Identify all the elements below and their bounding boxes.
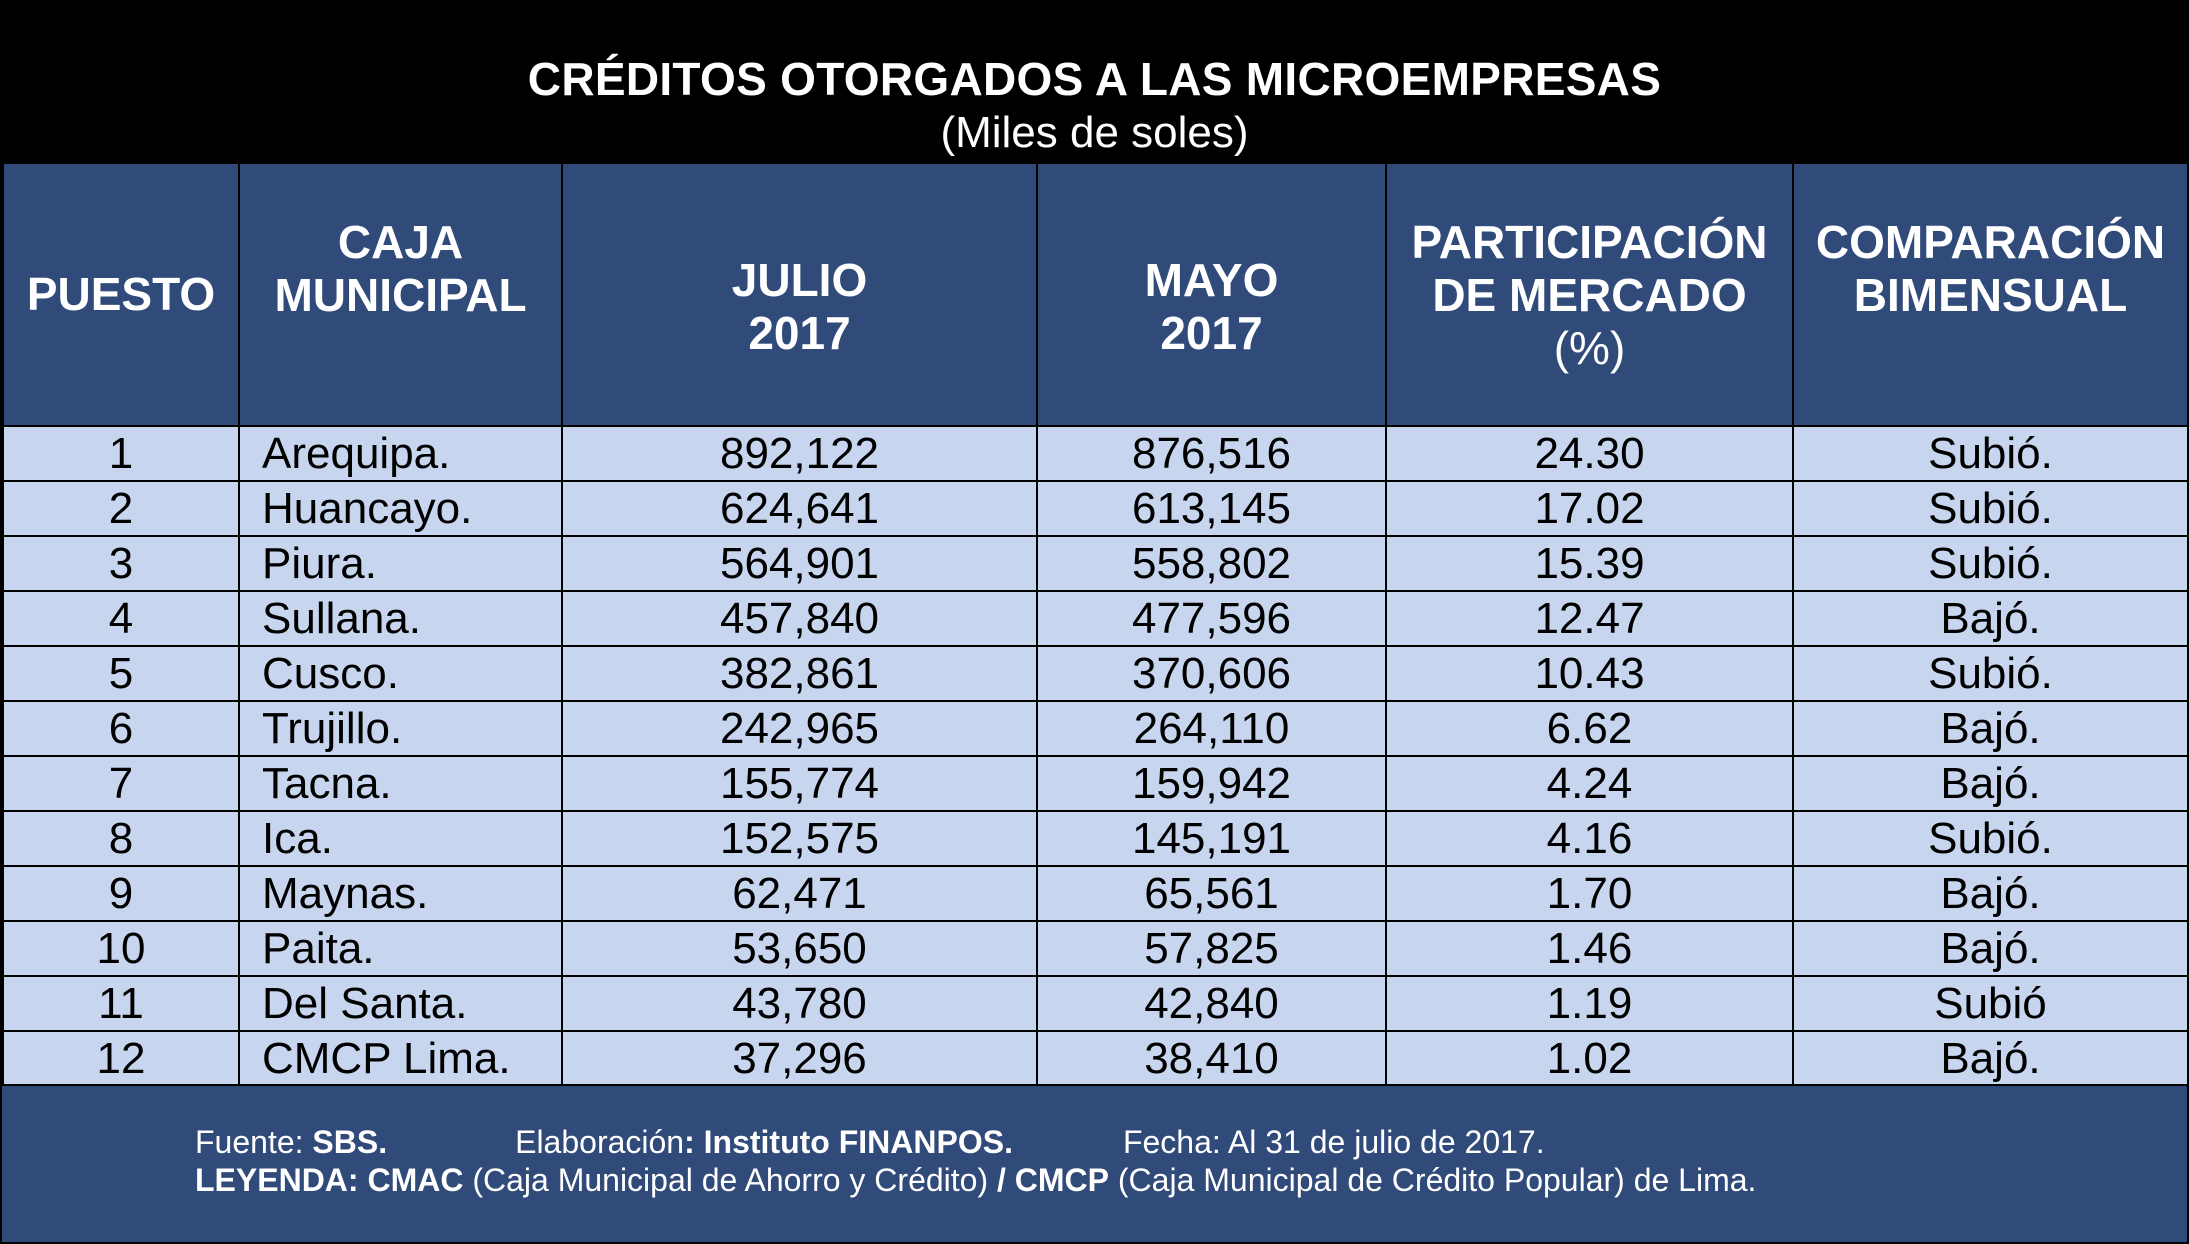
- table-row: [3, 976, 2188, 1031]
- footer-fecha: Fecha: Al 31 de julio de 2017.: [1122, 1124, 1545, 1160]
- header-participacion: [1386, 163, 1793, 426]
- header-julio: [562, 163, 1037, 426]
- cell-comparacion: Subió.: [1793, 811, 2188, 866]
- table-row: [3, 811, 2188, 866]
- cell-participacion: 17.02: [1386, 481, 1793, 536]
- cell-julio: 53,650: [562, 921, 1037, 976]
- cell-puesto: 1: [3, 426, 239, 481]
- cell-caja: Piura.: [239, 536, 562, 591]
- cell-caja: Trujillo.: [239, 701, 562, 756]
- cell-puesto: 7: [3, 756, 239, 811]
- footer-elaboracion-value: : Instituto FINANPOS.: [684, 1124, 1013, 1160]
- cell-caja: CMCP Lima.: [239, 1031, 562, 1086]
- cell-puesto: 11: [3, 976, 239, 1031]
- cell-julio: 152,575: [562, 811, 1037, 866]
- header-puesto: [3, 163, 239, 426]
- cell-participacion: 1.70: [1386, 866, 1793, 921]
- cell-participacion: 6.62: [1386, 701, 1793, 756]
- cell-caja: Del Santa.: [239, 976, 562, 1031]
- cell-julio: 43,780: [562, 976, 1037, 1031]
- cell-mayo: 65,561: [1037, 866, 1386, 921]
- cell-mayo: 264,110: [1037, 701, 1386, 756]
- cell-puesto: 5: [3, 646, 239, 701]
- header-comparacion: [1793, 163, 2188, 426]
- cell-comparacion: Subió.: [1793, 646, 2188, 701]
- cell-participacion: 1.46: [1386, 921, 1793, 976]
- table-row: [3, 701, 2188, 756]
- credits-table: [2, 162, 2189, 1087]
- table-row: [3, 866, 2188, 921]
- cell-julio: 382,861: [562, 646, 1037, 701]
- cell-julio: 624,641: [562, 481, 1037, 536]
- table-row: [3, 921, 2188, 976]
- cell-participacion: 24.30: [1386, 426, 1793, 481]
- cell-participacion: 1.19: [1386, 976, 1793, 1031]
- cell-comparacion: Bajó.: [1793, 1031, 2188, 1086]
- cell-mayo: 477,596: [1037, 591, 1386, 646]
- cell-caja: Sullana.: [239, 591, 562, 646]
- cell-comparacion: Bajó.: [1793, 921, 2188, 976]
- cell-julio: 37,296: [562, 1031, 1037, 1086]
- header-participacion-line3: (%): [1553, 322, 1626, 374]
- header-caja-line1: CAJA: [337, 216, 464, 268]
- footer-leyenda-cmac: (Caja Municipal de Ahorro y Crédito): [463, 1162, 997, 1198]
- footer-fuente-value: SBS.: [312, 1124, 388, 1160]
- cell-julio: 62,471: [562, 866, 1037, 921]
- footer-leyenda-label: LEYENDA: CMAC: [195, 1162, 464, 1198]
- page-subtitle: (Miles de soles): [940, 108, 1249, 157]
- header-puesto-label: PUESTO: [26, 268, 216, 320]
- cell-mayo: 42,840: [1037, 976, 1386, 1031]
- cell-participacion: 10.43: [1386, 646, 1793, 701]
- cell-puesto: 4: [3, 591, 239, 646]
- cell-participacion: 1.02: [1386, 1031, 1793, 1086]
- cell-mayo: 876,516: [1037, 426, 1386, 481]
- page-title: CRÉDITOS OTORGADOS A LAS MICROEMPRESAS: [527, 53, 1662, 105]
- cell-caja: Paita.: [239, 921, 562, 976]
- cell-comparacion: Bajó.: [1793, 701, 2188, 756]
- cell-caja: Arequipa.: [239, 426, 562, 481]
- table-row: [3, 646, 2188, 701]
- title-block: [0, 0, 2189, 162]
- table-row: [3, 481, 2188, 536]
- cell-caja: Tacna.: [239, 756, 562, 811]
- footer-leyenda-separator: / CMCP: [997, 1162, 1109, 1198]
- footer-fuente-label: Fuente:: [195, 1124, 313, 1160]
- cell-julio: 242,965: [562, 701, 1037, 756]
- table-row: [3, 1031, 2188, 1086]
- cell-participacion: 12.47: [1386, 591, 1793, 646]
- table-row: [3, 756, 2188, 811]
- cell-mayo: 370,606: [1037, 646, 1386, 701]
- cell-julio: 457,840: [562, 591, 1037, 646]
- cell-comparacion: Subió.: [1793, 536, 2188, 591]
- cell-puesto: 2: [3, 481, 239, 536]
- cell-mayo: 558,802: [1037, 536, 1386, 591]
- cell-mayo: 57,825: [1037, 921, 1386, 976]
- cell-puesto: 12: [3, 1031, 239, 1086]
- cell-mayo: 159,942: [1037, 756, 1386, 811]
- table-row: [3, 591, 2188, 646]
- cell-puesto: 3: [3, 536, 239, 591]
- footer-source-line: [195, 1124, 1545, 1161]
- table-row: [3, 536, 2188, 591]
- header-caja: [239, 163, 562, 426]
- cell-comparacion: Bajó.: [1793, 866, 2188, 921]
- header-participacion-line1: PARTICIPACIÓN: [1411, 216, 1768, 268]
- cell-comparacion: Subió.: [1793, 426, 2188, 481]
- cell-mayo: 145,191: [1037, 811, 1386, 866]
- footer-legend-line: [195, 1162, 1756, 1199]
- header-mayo-line1: MAYO: [1144, 254, 1279, 306]
- cell-comparacion: Subió: [1793, 976, 2188, 1031]
- header-comparacion-line2: BIMENSUAL: [1853, 269, 2128, 321]
- cell-puesto: 9: [3, 866, 239, 921]
- header-row: [3, 163, 2188, 426]
- footer-leyenda-cmcp: (Caja Municipal de Crédito Popular) de Lima.: [1109, 1162, 1757, 1198]
- cell-participacion: 15.39: [1386, 536, 1793, 591]
- header-julio-line1: JULIO: [731, 254, 868, 306]
- header-mayo: [1037, 163, 1386, 426]
- header-caja-line2: MUNICIPAL: [274, 269, 527, 321]
- cell-puesto: 6: [3, 701, 239, 756]
- cell-julio: 155,774: [562, 756, 1037, 811]
- cell-caja: Ica.: [239, 811, 562, 866]
- cell-julio: 564,901: [562, 536, 1037, 591]
- header-mayo-line2: 2017: [1160, 307, 1263, 359]
- cell-julio: 892,122: [562, 426, 1037, 481]
- header-participacion-line2: DE MERCADO: [1432, 269, 1747, 321]
- cell-comparacion: Bajó.: [1793, 756, 2188, 811]
- cell-mayo: 38,410: [1037, 1031, 1386, 1086]
- footer-elaboracion-label: Elaboración: [515, 1124, 685, 1160]
- cell-comparacion: Bajó.: [1793, 591, 2188, 646]
- header-comparacion-line1: COMPARACIÓN: [1815, 216, 2166, 268]
- cell-puesto: 8: [3, 811, 239, 866]
- table-row: [3, 426, 2188, 481]
- cell-participacion: 4.24: [1386, 756, 1793, 811]
- cell-caja: Maynas.: [239, 866, 562, 921]
- cell-participacion: 4.16: [1386, 811, 1793, 866]
- cell-comparacion: Subió.: [1793, 481, 2188, 536]
- cell-mayo: 613,145: [1037, 481, 1386, 536]
- table-footer: [2, 1084, 2187, 1242]
- cell-caja: Cusco.: [239, 646, 562, 701]
- cell-caja: Huancayo.: [239, 481, 562, 536]
- header-julio-line2: 2017: [748, 307, 851, 359]
- cell-puesto: 10: [3, 921, 239, 976]
